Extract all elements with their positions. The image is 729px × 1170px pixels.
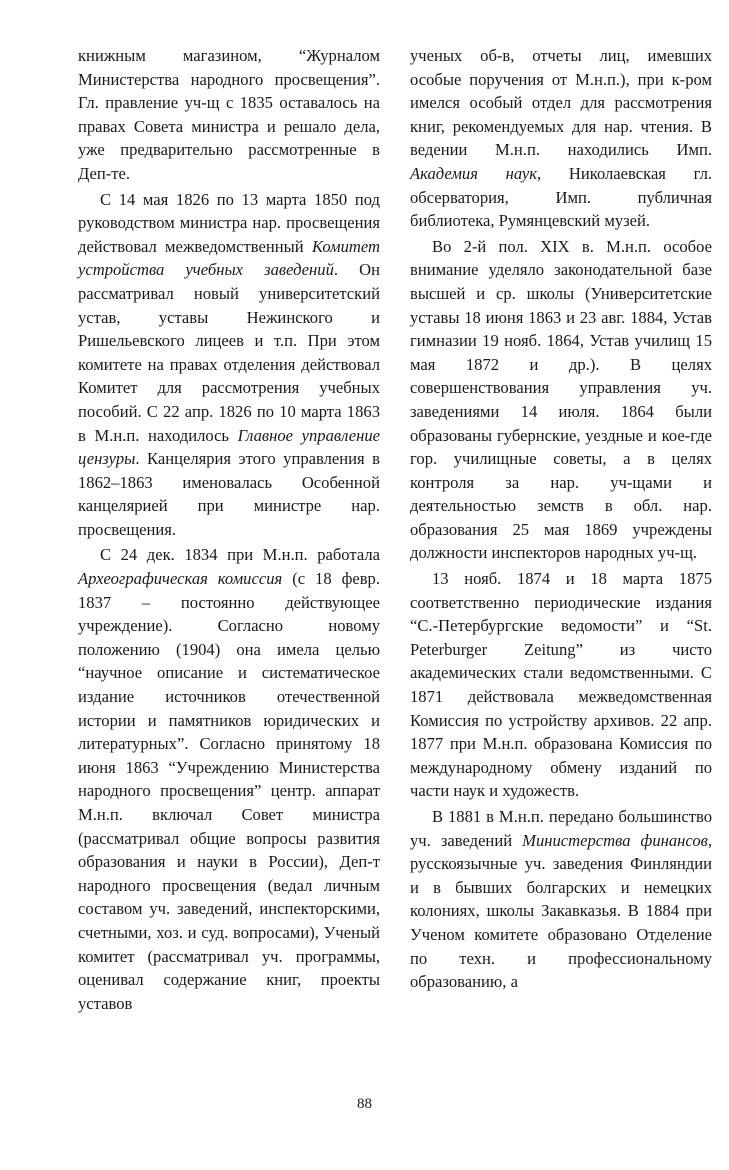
text-run: . Канцелярия этого управления в 1862–1863 именовалась Особенной канцелярией при министре нар. просвещения. [78, 449, 380, 539]
paragraph [78, 543, 380, 1015]
paragraph [78, 188, 380, 542]
text-run: С 14 мая 1826 по 13 марта 1850 под руководством министра нар. просвещения действовал межведомственный [78, 189, 380, 256]
right-column [410, 44, 712, 994]
text-run: , русскоязычные уч. заведения Финляндии и в бывших болгарских и немецких колониях, школы Закавказья. В 1884 при Ученом комитете образовано Отделение по техн. и профессиональному образованию, а [410, 830, 712, 992]
paragraph [410, 805, 712, 994]
text-run: В 1881 в М.н.п. передано большинство уч. заведений [410, 807, 712, 850]
text-run: , Николаевская гл. обсерватория, Имп. публичная библиотека, Румянцевский музей. [410, 163, 712, 231]
italic-term: Археографическая комиссия [78, 569, 283, 589]
text-run: ученых об-в, отчеты лиц, имевших особые поручения от М.н.п.), при к-ром имелся особый отдел для рассмотрения книг, рекомендуемых для нар. чтения. В ведении М.н.п. находились Имп. [410, 46, 712, 160]
left-column [78, 44, 380, 1015]
page-number: 88 [357, 1096, 372, 1112]
text-run: . Он рассматривал новый университетский устав, уставы Нежинского и Ришельевского лицеев и т.п. При этом комитете на правах отделения действовал Комитет для рассмотрения учебных пособий. С 22 апр. 1826 по 10 марта 1863 в М.н.п. находилось [78, 260, 380, 445]
italic-term: Комитет устройства учебных заведений [78, 236, 380, 280]
text-run: (с 18 февр. 1837 – постоянно действующее учреждение). Согласно новому положению (1904) она имела целью “научное описание и систематическое издание источников отечественной истории и памятников юридических и литературных”. Согласно принятому 18 июня 1863 “Учреждению Министерства народного просвещения” центр. аппарат М.н.п. включал Совет министра (рассматривал общие вопросы развития образования и науки в России), Деп-т народного просвещения (ведал личным составом уч. заведений, инспекторскими, счетными, хоз. и суд. вопросами), Ученый комитет (рассматривал уч. программы, оценивал содержание книг, проекты уставов [78, 569, 380, 1013]
paragraph: книжным магазином, “Журналом Министерства народного просвещения”. Гл. правление уч-щ с 1835 оставалось на правах Совета министра и решало дела, уже предварительно рассмотренные в Деп-те. [78, 46, 380, 183]
paragraph: Во 2-й пол. XIX в. М.н.п. особое внимание уделяло законодательной базе высшей и ср. школы (Университетские уставы 18 июня 1863 и 23 авг. 1884, Устав гимназии 19 нояб. 1864, Устав училищ 15 мая 1872 и др.). В целях совершенствования управления уч. заведениями 14 июля. 1864 были образованы губернские, уездные и кое-где гор. училищные советы, а в целях контроля за нар. уч-щами и деятельностью земств в обл. нар. образования 25 мая 1869 учреждены должности инспекторов народных уч-щ. [410, 236, 712, 563]
italic-term: Министерства финансов [522, 830, 708, 850]
paragraph [410, 44, 712, 233]
italic-term: Академия наук [410, 163, 538, 183]
paragraph: 13 нояб. 1874 и 18 марта 1875 соответственно периодические издания “С.-Петербургские ведомости” и “St. Peterburger Zeitung” из чисто академических стали ведомственными. С 1871 действовала межведомственная Комиссия по устройству архивов. 22 апр. 1877 при М.н.п. образована Комиссия по международному обмену изданий по части наук и художеств. [410, 569, 712, 801]
italic-term: Главное управление цензуры [78, 425, 380, 469]
text-run: С 24 дек. 1834 при М.н.п. работала [100, 545, 380, 565]
